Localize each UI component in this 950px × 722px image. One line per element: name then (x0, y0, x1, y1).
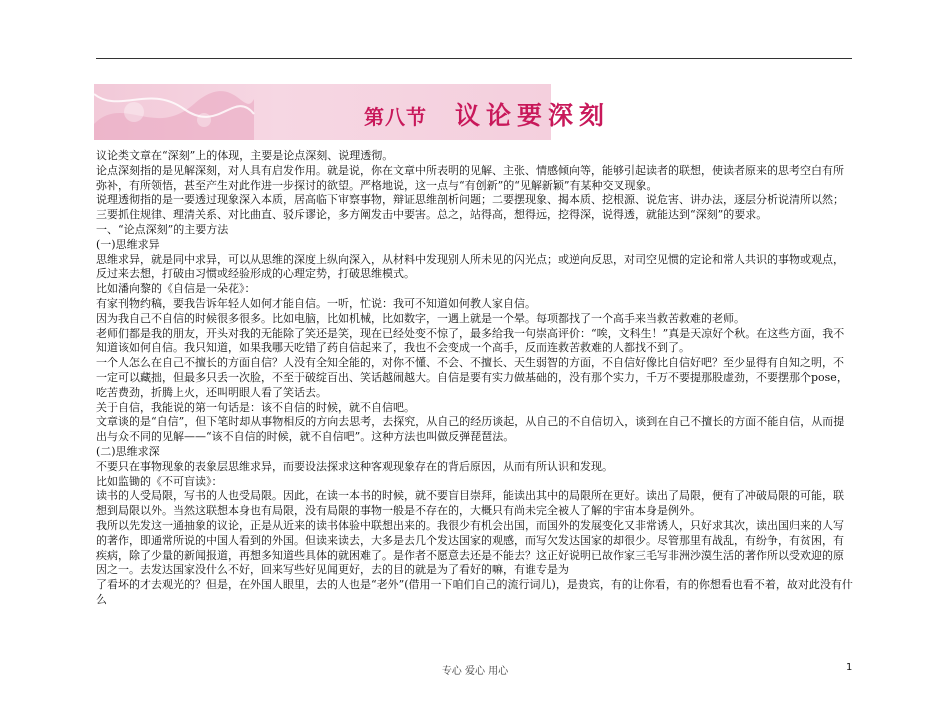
paragraph: 我所以先发这一通抽象的议论，正是从近来的读书体验中联想出来的。我很少有机会出国，而国外的发展变化又非常诱人，只好求其次，读出国归来的人写的著作，即通常所说的中国人看到的外国。但读来读去，大多是去几个发达国家的观感，而写欠发达国家的却很少。尽管那里有战乱，有纷争，有贫困，有疾病，除了少量的新闻报道，再想多知道些具体的就困难了。是作者不愿意去还是不能去？这正好说明已故作家三毛写非洲沙漠生活的著作所以受欢迎的原因之一。去发达国家没什么不好，回来写些好见闻更好，去的目的就是为了看好的嘛，有谁专是为 (96, 518, 844, 577)
paragraph: 思维求异，就是同中求异，可以从思维的深度上纵向深入，从材料中发现别人所未见的闪光点；或逆向反思，对司空见惯的定论和常人共识的事物或观点，反过来去想，打破由习惯或经验形成的心理定势，打破思维模式。 (96, 252, 844, 281)
paragraph: 老师们都是我的朋友，开头对我的无能除了笑还是笑，现在已经处变不惊了，最多给我一句崇高评价：“唉，文科生！”真是天凉好个秋。在这些方面，我不知道该如何自信。我只知道，如果我哪天吃错了药自信起来了，我也不会变成一个高手，反而连救苦救难的人都找不到了。 (96, 326, 845, 355)
section-title: 议论要深刻 (455, 101, 611, 130)
paragraph: 了看坏的才去观光的？但是，在外国人眼里，去的人也是“老外”(借用一下咱们自己的流行词儿)，是贵宾，有的让你看，有的你想看也看不着，故对此没有什么 (96, 578, 853, 606)
paragraph: 一个人怎么在自己不擅长的方面自信？人没有全知全能的，对你不懂、不会、不擅长、天生弱智的方面，不自信好像比自信好吧？至少显得有自知之明，不一定可以藏拙，但最多只丢一次脸，不至于破绽百出、笑话越闹越大。自信是要有实力做基础的，没有那个实力，千万不要提那股虚劲，不要摆那个pose，吃苦费劲，折腾上火，还叫明眼人看了笑话去。 (96, 356, 848, 399)
paragraph: 有家刊物约稿，要我告诉年轻人如何才能自信。一听，忙说：我可不知道如何教人家自信。 (96, 296, 536, 310)
paragraph: 关于自信，我能说的第一句话是：该不自信的时候，就不自信吧。 (96, 400, 415, 414)
document-body (96, 149, 854, 608)
subsection-heading: (二)思维求深 (96, 444, 160, 458)
section-banner (94, 84, 611, 140)
paragraph: 比如监锄的《不可盲读》： (96, 474, 223, 488)
paragraph: 说理透彻指的是一要透过现象深入本质，居高临下审察事物，辩证思维剖析问题；二要摆现象、揭本质、挖根源、说危害、讲办法，逐层分析说清所以然；三要抓住规律、理清关系、对比曲直、驳斥谬论，多方阐发击中要害。总之，站得高，想得远，挖得深，说得透，就能达到“深刻”的要求。 (96, 193, 844, 222)
paragraph: 文章谈的是“自信”，但下笔时却从事物相反的方向去思考，去探究，从自己的经历谈起，从自己的不自信切入，谈到在自己不擅长的方面不能自信，从而提出与众不同的见解——“该不自信的时候，就不自信吧”。这种方法也叫做反弹琵琶法。 (96, 415, 845, 444)
paragraph: 论点深刻指的是见解深刻，对人具有启发作用。就是说，你在文章中所表明的见解、主张、情感倾向等，能够引起读者的联想，使读者原来的思考空白有所弥补，有所领悟，甚至产生对此作进一步探讨的欲望。严格地说，这一点与“有创新”的“见解新颖”有某种交叉现象。 (96, 163, 844, 192)
section-heading: 一、“论点深刻”的主要方法 (96, 222, 229, 236)
section-number: 第八节 (364, 105, 427, 129)
header-rule (96, 58, 852, 59)
paragraph: 比如潘向黎的《自信是一朵花》： (96, 282, 256, 296)
banner-decoration (94, 84, 254, 140)
paragraph: 因为我自己不自信的时候很多很多。比如电脑，比如机械，比如数字，一遇上就是一个晕。每项都找了一个高手来当救苦救难的老师。 (96, 311, 745, 325)
banner-heading (364, 96, 610, 132)
paragraph: 议论类文章在“深刻”上的体现，主要是论点深刻、说理透彻。 (96, 149, 394, 162)
page-number: 1 (846, 662, 853, 673)
footer-motto: 专心 爱心 用心 (441, 666, 509, 677)
paragraph: 不要只在事物现象的表象层思维求异，而要设法探求这种客观现象存在的背后原因，从而有所认识和发现。 (96, 459, 613, 473)
subsection-heading: (一)思维求异 (96, 237, 160, 251)
paragraph: 读书的人受局限，写书的人也受局限。因此，在读一本书的时候，就不要盲目崇拜，能读出其中的局限所在更好。读出了局限，便有了冲破局限的可能，联想到局限以外。当然这联想本身也有局限，没有局限的事物一般是不存在的，大概只有尚未完全被人了解的宇宙本身是例外。 (96, 489, 844, 518)
